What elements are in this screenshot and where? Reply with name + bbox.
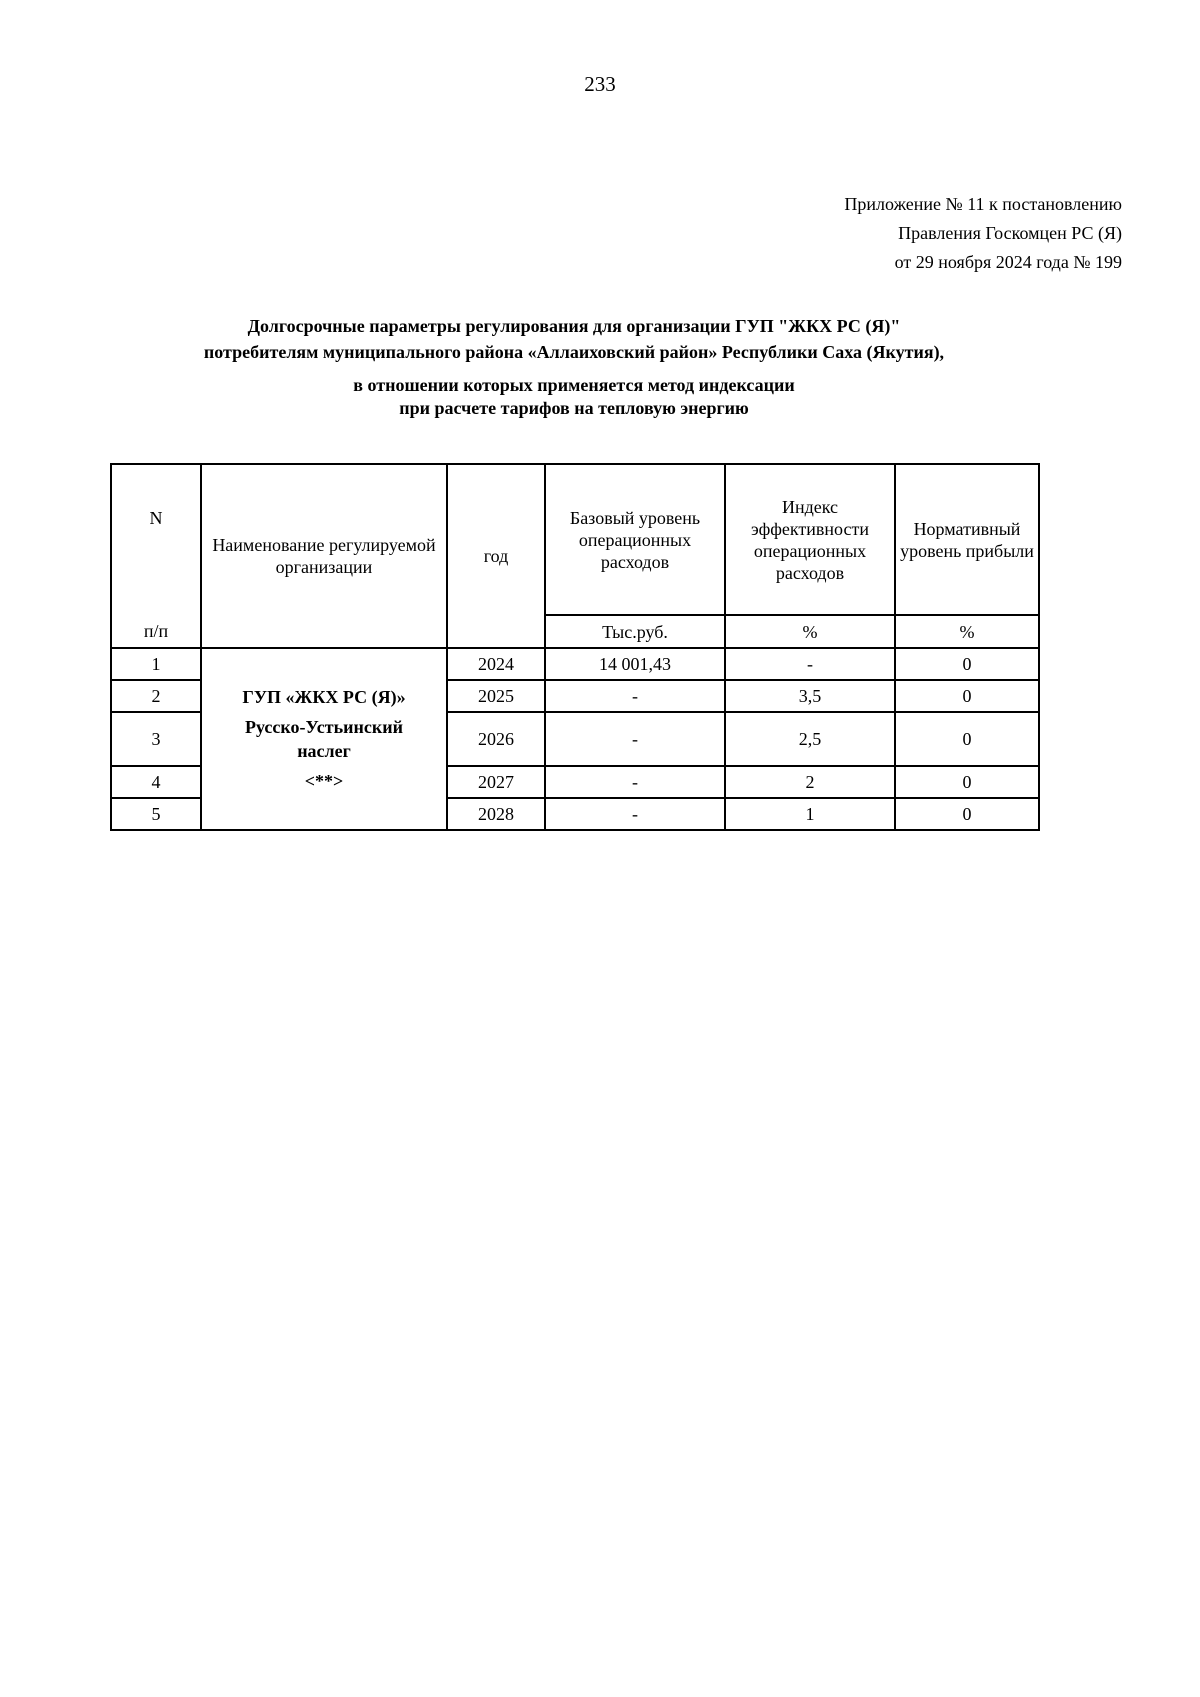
header-n-pp: п/п: [111, 615, 201, 648]
document-title: [110, 313, 1038, 421]
cell-index: 2,5: [725, 712, 895, 766]
appendix-line: Приложение № 11 к постановлению: [844, 194, 1122, 214]
regulation-parameters-table: [110, 463, 1040, 831]
unit-index: %: [725, 615, 895, 648]
header-index: Индекс эффективности операционных расходов: [725, 464, 895, 615]
header-base: Базовый уровень операционных расходов: [545, 464, 725, 615]
title-line: в отношении которых применяется метод индексации: [353, 375, 795, 395]
cell-base: -: [545, 766, 725, 798]
header-org: Наименование регулируемой организации: [201, 464, 447, 648]
cell-profit: 0: [895, 648, 1039, 680]
appendix-line: от 29 ноября 2024 года № 199: [894, 252, 1122, 272]
org-line: ГУП «ЖКХ РС (Я)»: [242, 687, 406, 707]
cell-base: -: [545, 712, 725, 766]
cell-profit: 0: [895, 798, 1039, 830]
cell-profit: 0: [895, 712, 1039, 766]
cell-profit: 0: [895, 680, 1039, 712]
title-line: Долгосрочные параметры регулирования для организации ГУП "ЖКХ РС (Я)": [247, 316, 901, 336]
cell-base: -: [545, 798, 725, 830]
unit-profit: %: [895, 615, 1039, 648]
cell-n: 2: [111, 680, 201, 712]
title-line: при расчете тарифов на тепловую энергию: [399, 398, 749, 418]
org-line: Русско-Устьинский: [244, 717, 403, 737]
cell-year: 2026: [447, 712, 545, 766]
cell-base: -: [545, 680, 725, 712]
table-header-row: [111, 464, 1039, 615]
cell-year: 2027: [447, 766, 545, 798]
table-row: [111, 648, 1039, 680]
cell-index: -: [725, 648, 895, 680]
org-line: наслег: [297, 741, 351, 761]
appendix-reference: [844, 190, 1122, 277]
cell-n: 3: [111, 712, 201, 766]
page-number: 233: [584, 72, 616, 96]
cell-index: 1: [725, 798, 895, 830]
cell-n: 1: [111, 648, 201, 680]
cell-year: 2024: [447, 648, 545, 680]
cell-profit: 0: [895, 766, 1039, 798]
title-line: потребителям муниципального района «Аллаиховский район» Республики Саха (Якутия),: [203, 342, 945, 362]
header-profit: Нормативный уровень прибыли: [895, 464, 1039, 615]
header-n: N: [111, 464, 201, 615]
appendix-line: Правления Госкомцен РС (Я): [898, 223, 1122, 243]
cell-index: 2: [725, 766, 895, 798]
header-year: год: [447, 464, 545, 648]
organization-cell: [201, 648, 447, 830]
org-line: <**>: [304, 771, 344, 791]
cell-year: 2028: [447, 798, 545, 830]
cell-n: 5: [111, 798, 201, 830]
unit-base: Тыс.руб.: [545, 615, 725, 648]
cell-base: 14 001,43: [545, 648, 725, 680]
cell-index: 3,5: [725, 680, 895, 712]
cell-n: 4: [111, 766, 201, 798]
cell-year: 2025: [447, 680, 545, 712]
